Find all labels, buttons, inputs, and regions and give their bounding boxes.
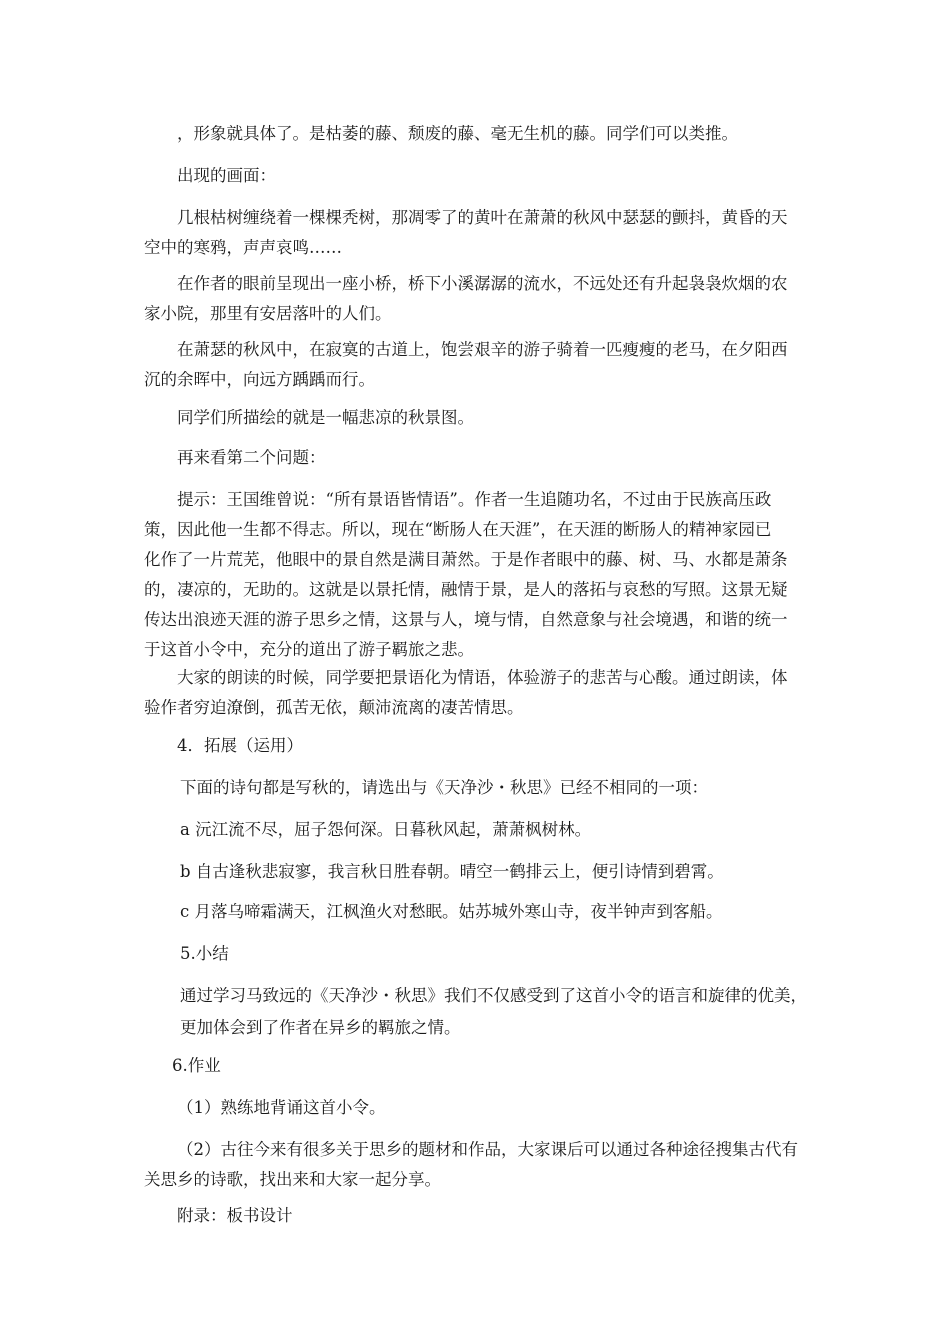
text-line: 再来看第二个问题： <box>177 448 326 467</box>
text-line: 更加体会到了作者在异乡的羁旅之情。 <box>180 1018 461 1037</box>
text-line: 几根枯树缠绕着一棵棵秃树，那凋零了的黄叶在萧萧的秋风中瑟瑟的颤抖，黄昏的天 <box>177 208 788 227</box>
text-line: 同学们所描绘的就是一幅悲凉的秋景图。 <box>177 408 474 427</box>
text-line: ，形象就具体了。是枯萎的藤、颓废的藤、毫无生机的藤。同学们可以类推。 <box>177 124 738 143</box>
text-line: 在萧瑟的秋风中，在寂寞的古道上，饱尝艰辛的游子骑着一匹瘦瘦的老马，在夕阳西 <box>177 340 788 359</box>
text-line: 4．拓展（运用） <box>177 736 303 755</box>
text-line: 的，凄凉的，无助的。这就是以景托情，融情于景，是人的落拓与哀愁的写照。这景无疑 <box>144 580 788 599</box>
text-line: 沉的余晖中，向远方踽踽而行。 <box>144 370 375 389</box>
text-line: 5.小结 <box>180 944 229 963</box>
text-line: 提示：王国维曾说：“所有景语皆情语”。作者一生追随功名，不过由于民族高压政 <box>177 490 772 509</box>
text-line: a 沅江流不尽，屈子怨何深。日暮秋风起，萧萧枫树林。 <box>180 820 592 839</box>
text-line: 在作者的眼前呈现出一座小桥，桥下小溪潺潺的流水，不远处还有升起袅袅炊烟的农 <box>177 274 788 293</box>
text-line: 于这首小令中，充分的道出了游子羁旅之悲。 <box>144 640 474 659</box>
text-line: 通过学习马致远的《天净沙・秋思》我们不仅感受到了这首小令的语言和旋律的优美， <box>180 986 807 1005</box>
text-line: （1）熟练地背诵这首小令。 <box>177 1098 386 1117</box>
text-line: b 自古逢秋悲寂寥，我言秋日胜春朝。晴空一鹤排云上，便引诗情到碧霄。 <box>180 862 724 881</box>
text-line: 传达出浪迹天涯的游子思乡之情，这景与人，境与情，自然意象与社会境遇，和谐的统一 <box>144 610 788 629</box>
text-line: 关思乡的诗歌，找出来和大家一起分享。 <box>144 1170 441 1189</box>
text-line: 家小院，那里有安居落叶的人们。 <box>144 304 392 323</box>
text-line: 6.作业 <box>172 1056 221 1075</box>
text-line: 下面的诗句都是写秋的，请选出与《天净沙・秋思》已经不相同的一项： <box>180 778 708 797</box>
text-line: 大家的朗读的时候，同学要把景语化为情语，体验游子的悲苦与心酸。通过朗读，体 <box>177 668 788 687</box>
text-line: 化作了一片荒芜，他眼中的景自然是满目萧然。于是作者眼中的藤、树、马、水都是萧条 <box>144 550 788 569</box>
text-line: 空中的寒鸦，声声哀鸣…… <box>144 238 342 257</box>
text-line: 验作者穷迫潦倒，孤苦无依，颠沛流离的凄苦情思。 <box>144 698 524 717</box>
text-line: c 月落乌啼霜满天，江枫渔火对愁眠。姑苏城外寒山寺，夜半钟声到客船。 <box>180 902 723 921</box>
text-line: （2）古往今来有很多关于思乡的题材和作品，大家课后可以通过各种途径搜集古代有 <box>177 1140 798 1159</box>
text-line: 附录：板书设计 <box>177 1206 293 1225</box>
text-line: 出现的画面： <box>177 166 276 185</box>
text-line: 策，因此他一生都不得志。所以，现在“断肠人在天涯”，在天涯的断肠人的精神家园已 <box>144 520 772 539</box>
